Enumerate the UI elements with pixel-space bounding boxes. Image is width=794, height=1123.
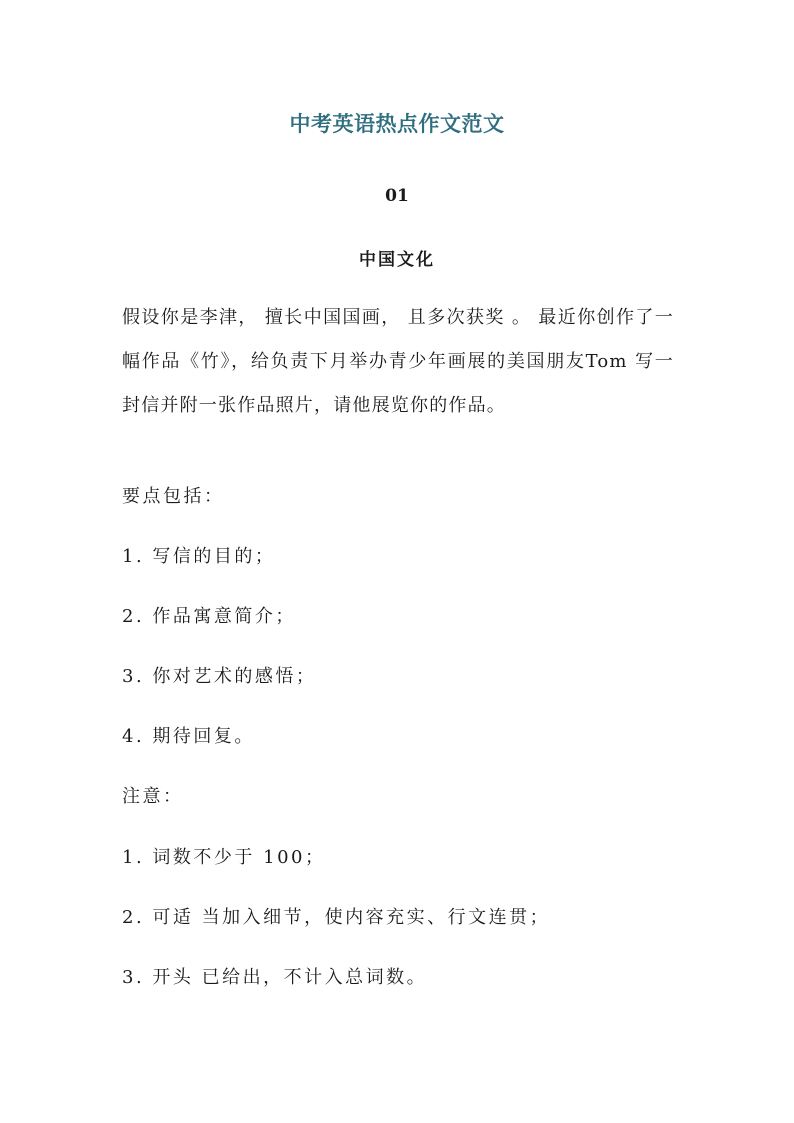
section-number: 01 xyxy=(385,186,409,206)
point-item: 4. 期待回复。 xyxy=(122,726,255,747)
page-title: 中考英语热点作文范文 xyxy=(289,112,505,136)
point-item: 2. 作品寓意简介； xyxy=(122,606,296,627)
note-item: 1. 词数不少于 100； xyxy=(122,847,326,868)
points-heading: 要点包括： xyxy=(122,486,225,507)
note-item: 2. 可适 当加入细节，使内容充实、行文连贯； xyxy=(122,907,551,928)
note-item: 3. 开头 已给出，不计入总词数。 xyxy=(122,967,428,988)
notes-heading: 注意： xyxy=(122,786,184,807)
prompt-paragraph: 假设你是李津， 擅长中国国画， 且多次获奖 。 最近你创作了一幅作品《竹》，给负责下月举办青少年画展的美国朋友Tom 写一封信并附一张作品照片，请他展览你的作品。 xyxy=(122,307,674,416)
point-item: 1. 写信的目的； xyxy=(122,546,276,567)
point-item: 3. 你对艺术的感悟； xyxy=(122,666,317,687)
section-title: 中国文化 xyxy=(359,250,435,270)
